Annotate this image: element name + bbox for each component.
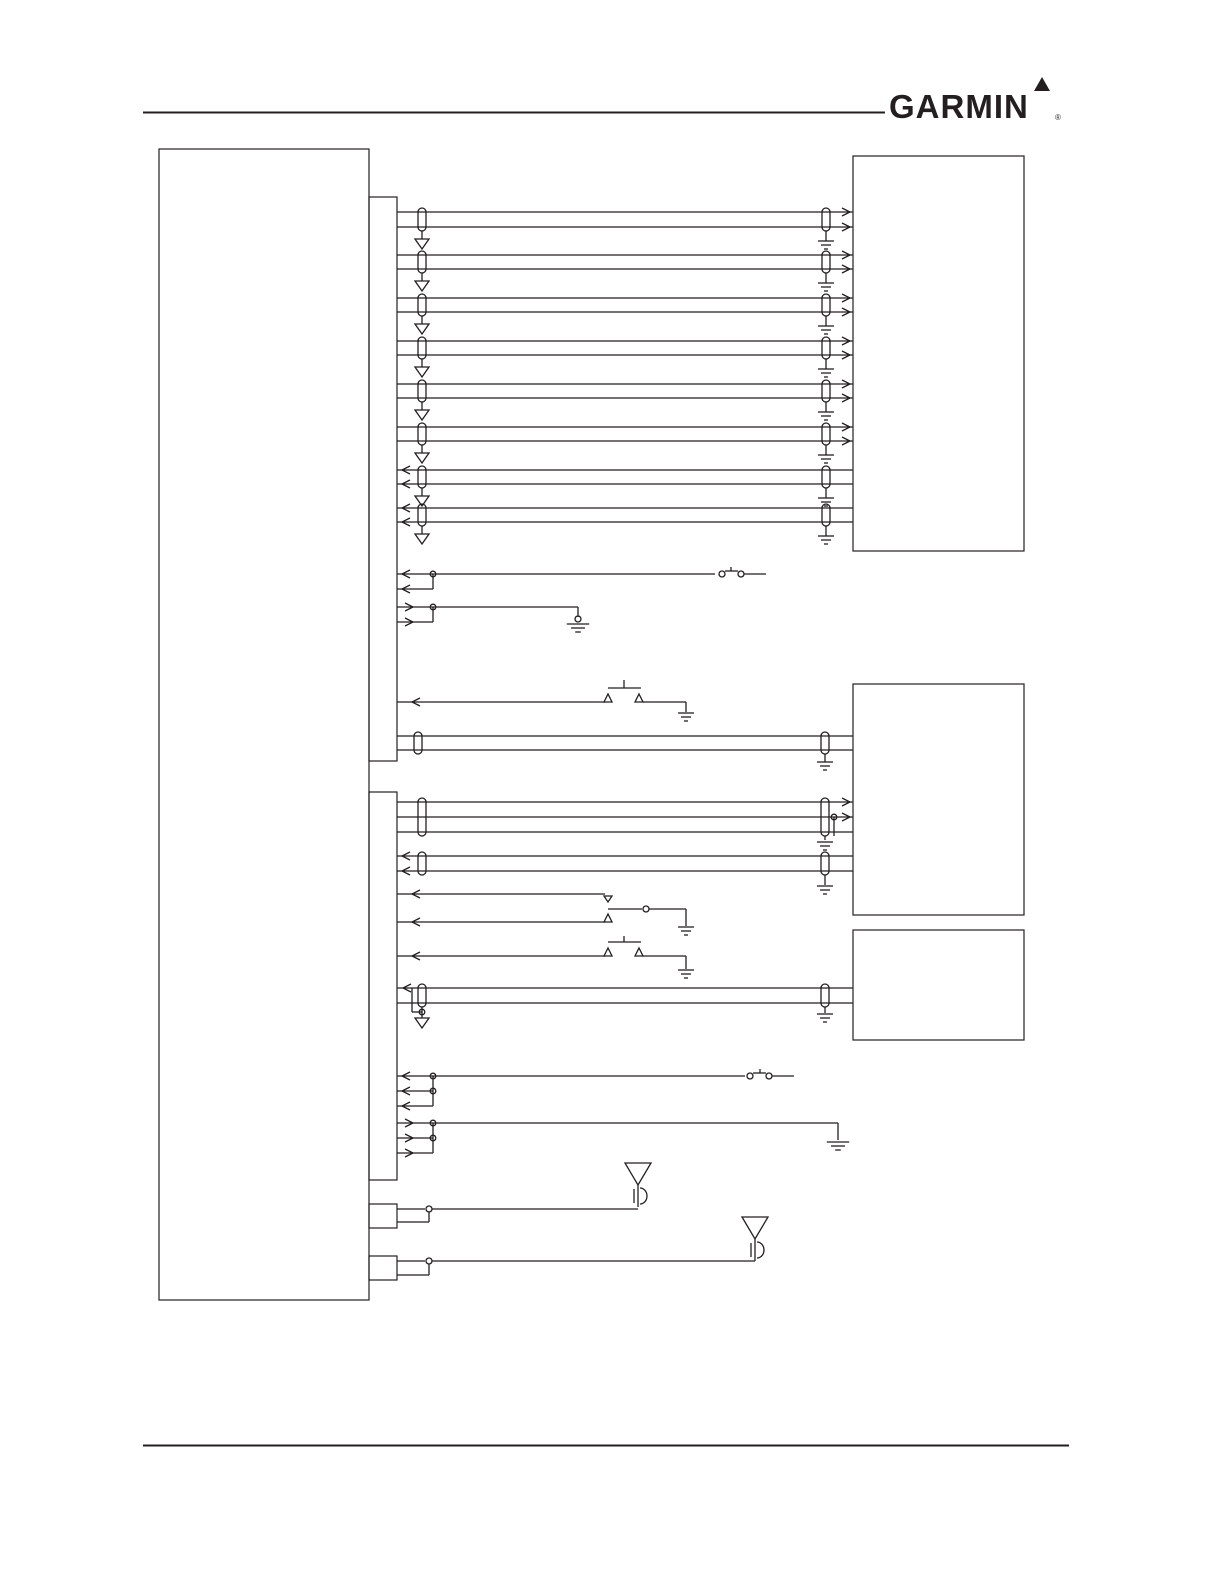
contact-icon: [604, 896, 612, 902]
shield-icon: [418, 380, 426, 402]
chassis-ground-icon: [415, 324, 429, 334]
chassis-ground-icon: [415, 367, 429, 377]
contact-icon: [635, 948, 643, 956]
shield-icon: [822, 380, 830, 402]
shield-icon: [418, 337, 426, 359]
shield-icon: [418, 466, 426, 488]
chassis-ground-icon: [415, 1018, 429, 1028]
chassis-ground-icon: [415, 453, 429, 463]
terminal-icon: [719, 571, 725, 577]
terminal-icon: [426, 1206, 432, 1212]
contact-icon: [604, 948, 612, 956]
connector-p2: [369, 792, 397, 1180]
main-unit-box: [159, 149, 369, 1300]
chassis-ground-icon: [415, 239, 429, 249]
chassis-ground-icon: [415, 410, 429, 420]
contact-icon: [604, 694, 612, 702]
connector-antenna-2: [369, 1256, 397, 1280]
shield-icon: [821, 732, 829, 754]
device-box-upper: [853, 156, 1024, 551]
shield-icon: [414, 732, 422, 754]
shield-icon: [822, 466, 830, 488]
antenna-coax-icon: [640, 1188, 647, 1204]
device-box-lower: [853, 930, 1024, 1040]
shield-icon: [822, 337, 830, 359]
shield-icon: [418, 423, 426, 445]
shield-icon: [822, 251, 830, 273]
antenna-icon: [625, 1163, 651, 1185]
antenna-icon: [742, 1217, 768, 1239]
shield-icon: [822, 294, 830, 316]
chassis-ground-icon: [415, 281, 429, 291]
shield-icon: [822, 504, 830, 526]
wire-group: [397, 208, 853, 1275]
device-box-middle: [853, 684, 1024, 915]
garmin-logo: GARMIN: [889, 88, 1029, 125]
connector-antenna-1: [369, 1204, 397, 1228]
registered-mark: ®: [1055, 113, 1061, 122]
connector-p1: [369, 197, 397, 761]
chassis-ground-icon: [415, 534, 429, 544]
terminal-icon: [747, 1073, 753, 1079]
terminal-icon: [766, 1073, 772, 1079]
antenna-coax-icon: [757, 1242, 764, 1258]
terminal-icon: [643, 906, 649, 912]
shield-icon: [822, 423, 830, 445]
contact-icon: [635, 694, 643, 702]
shield-icon: [418, 294, 426, 316]
shield-icon: [418, 251, 426, 273]
shield-icon: [418, 504, 426, 526]
terminal-icon: [426, 1258, 432, 1264]
contact-icon: [604, 914, 612, 922]
terminal-icon: [738, 571, 744, 577]
